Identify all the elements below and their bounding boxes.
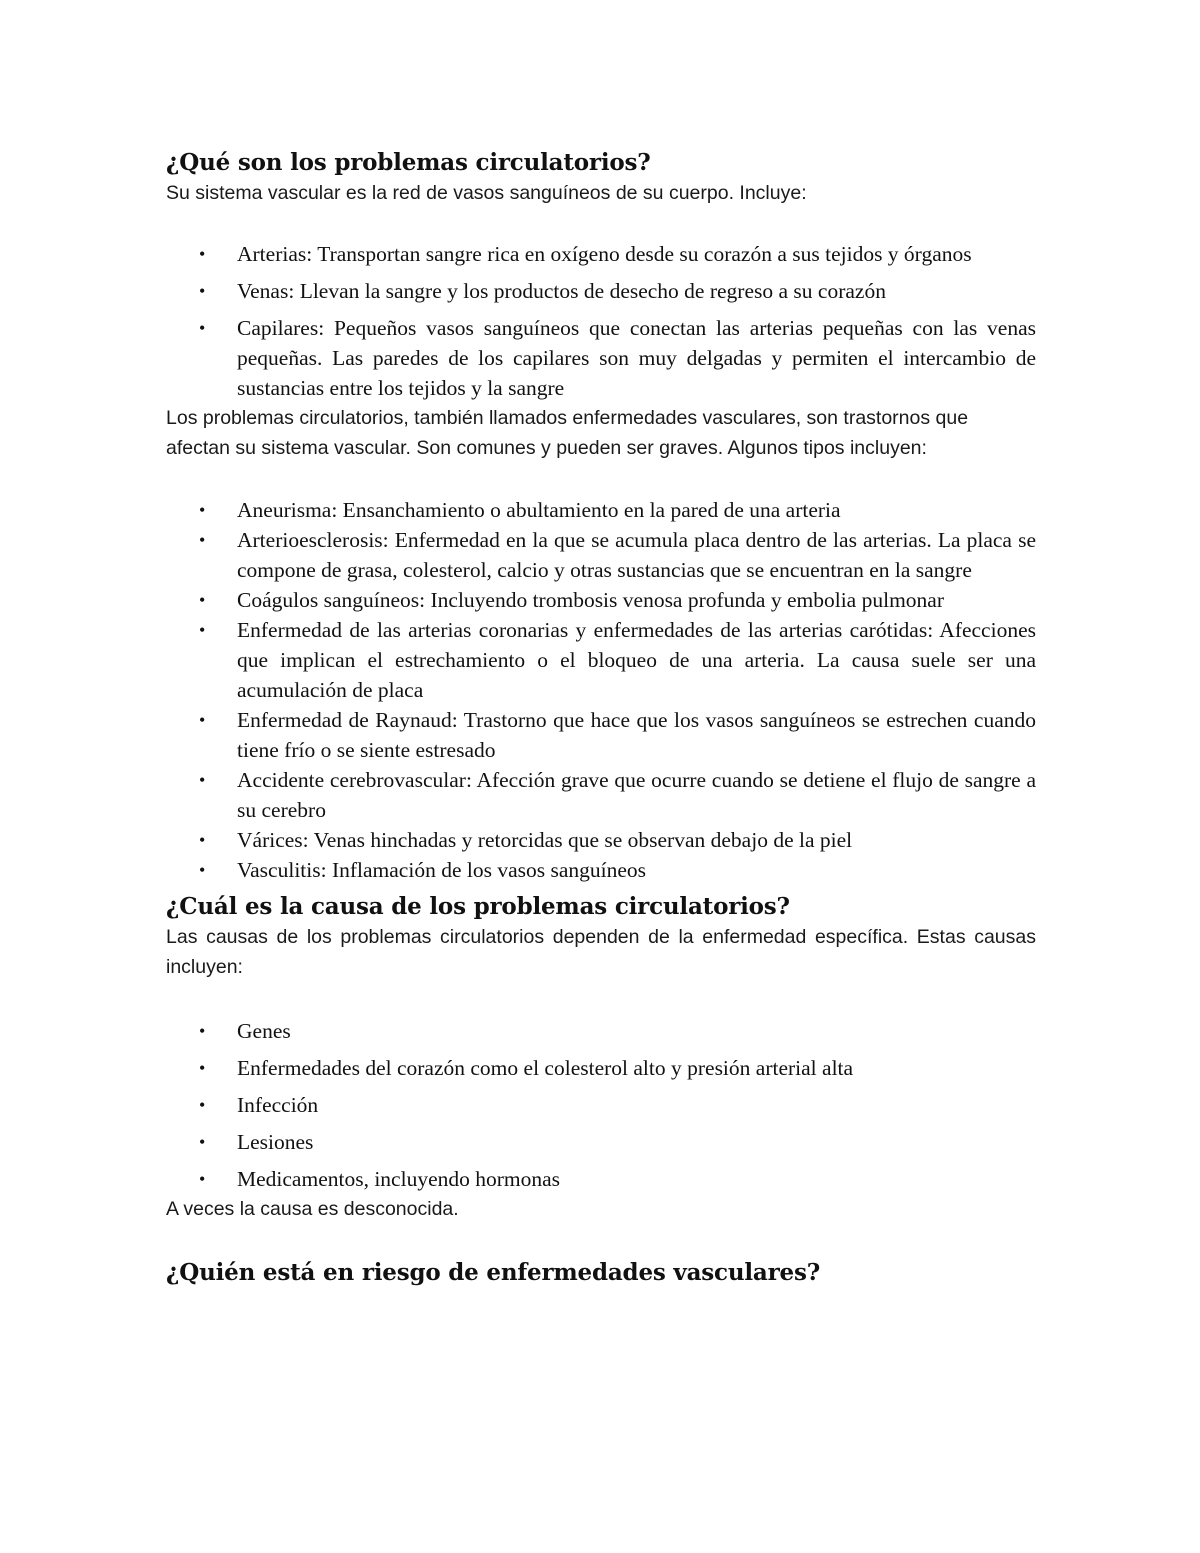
bullet-icon: • <box>199 770 206 790</box>
bullet-icon: • <box>199 244 206 264</box>
bullet-icon: • <box>199 500 206 520</box>
vessel-list <box>166 239 1036 403</box>
document-page <box>166 148 1036 1288</box>
bullet-icon: • <box>199 1169 206 1189</box>
bullet-icon: • <box>199 530 206 550</box>
causes-list <box>166 1016 1036 1194</box>
bullet-icon: • <box>199 710 206 730</box>
heading-causa: ¿Cuál es la causa de los problemas circulatorios? <box>166 893 790 920</box>
list-item: • Capilares: Pequeños vasos sanguíneos que conectan las arterias pequeñas con las venas pequeñas. Las paredes de los capilares son muy delgadas y permiten el intercambio de sustancias entre los tejidos y la sangre <box>166 313 1036 403</box>
list-item: • Infección <box>166 1090 1036 1120</box>
bullet-icon: • <box>199 281 206 301</box>
heading-que-son: ¿Qué son los problemas circulatorios? <box>166 149 651 176</box>
bullet-icon: • <box>199 860 206 880</box>
causes-intro-paragraph: Las causas de los problemas circulatorios dependen de la enfermedad específica. Estas causas incluyen: <box>166 926 1036 978</box>
bullet-icon: • <box>199 318 206 338</box>
intro-paragraph: Su sistema vascular es la red de vasos sanguíneos de su cuerpo. Incluye: <box>166 182 807 204</box>
list-item: • Enfermedad de Raynaud: Trastorno que hace que los vasos sanguíneos se estrechen cuando tiene frío o se siente estresado <box>166 705 1036 765</box>
list-item: • Genes <box>166 1016 1036 1046</box>
bullet-icon: • <box>199 1095 206 1115</box>
list-item: • Accidente cerebrovascular: Afección grave que ocurre cuando se detiene el flujo de sangre a su cerebro <box>166 765 1036 825</box>
list-item: • Venas: Llevan la sangre y los productos de desecho de regreso a su corazón <box>166 276 1036 306</box>
bullet-icon: • <box>199 1132 206 1152</box>
list-item: • Coágulos sanguíneos: Incluyendo trombosis venosa profunda y embolia pulmonar <box>166 585 1036 615</box>
list-item: • Medicamentos, incluyendo hormonas <box>166 1164 1036 1194</box>
list-item: • Várices: Venas hinchadas y retorcidas que se observan debajo de la piel <box>166 825 1036 855</box>
bullet-icon: • <box>199 1058 206 1078</box>
bullet-icon: • <box>199 590 206 610</box>
list-item: • Aneurisma: Ensanchamiento o abultamiento en la pared de una arteria <box>166 495 1036 525</box>
list-item: • Enfermedad de las arterias coronarias y enfermedades de las arterias carótidas: Afecciones que implican el estrechamiento o el bloqueo de una arteria. La causa suele ser una acumulación de placa <box>166 615 1036 705</box>
list-item: • Arterioesclerosis: Enfermedad en la que se acumula placa dentro de las arterias. La placa se compone de grasa, colesterol, calcio y otras sustancias que se encuentran en la sangre <box>166 525 1036 585</box>
list-item: • Vasculitis: Inflamación de los vasos sanguíneos <box>166 855 1036 885</box>
bullet-icon: • <box>199 830 206 850</box>
list-item: • Enfermedades del corazón como el colesterol alto y presión arterial alta <box>166 1053 1036 1083</box>
disease-types-list <box>166 495 1036 885</box>
heading-riesgo: ¿Quién está en riesgo de enfermedades vasculares? <box>166 1259 820 1286</box>
conclusion-paragraph: A veces la causa es desconocida. <box>166 1198 459 1220</box>
list-item: • Lesiones <box>166 1127 1036 1157</box>
bullet-icon: • <box>199 620 206 640</box>
list-item: • Arterias: Transportan sangre rica en oxígeno desde su corazón a sus tejidos y órganos <box>166 239 1036 269</box>
types-intro-paragraph: Los problemas circulatorios, también llamados enfermedades vasculares, son trastornos que afectan su sistema vascular. Son comunes y pueden ser graves. Algunos tipos incluyen: <box>166 407 969 459</box>
bullet-icon: • <box>199 1021 206 1041</box>
